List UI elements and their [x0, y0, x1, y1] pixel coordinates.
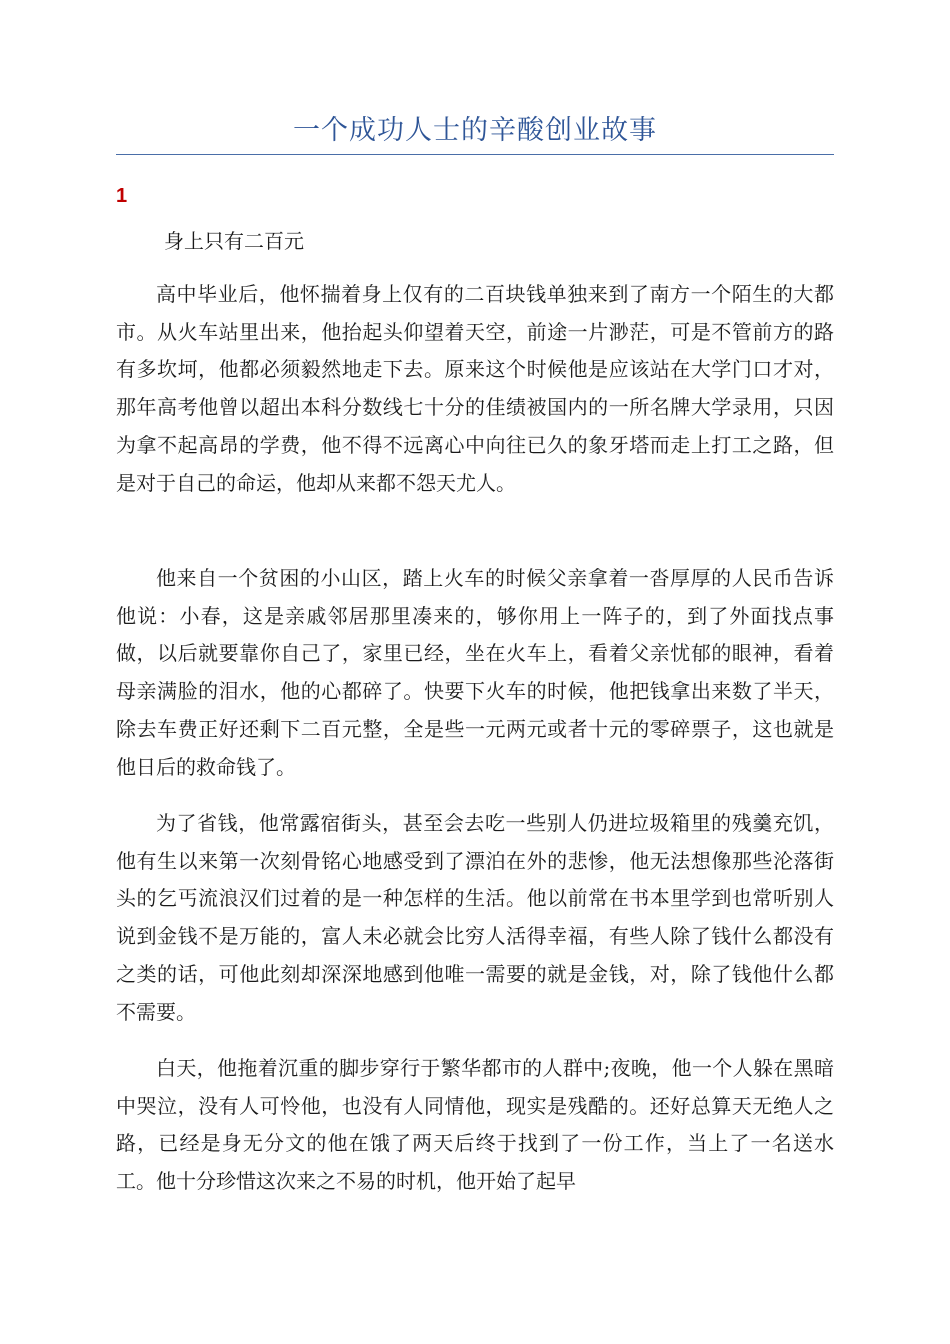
section-subheading: 身上只有二百元 — [164, 229, 304, 253]
body-paragraph: 为了省钱，他常露宿街头，甚至会去吃一些别人仍进垃圾箱里的残羹充饥，他有生以来第一次刻骨铭心地感受到了漂泊在外的悲惨，他无法想像那些沦落街头的乞丐流浪汉们过着的是一种怎样的生活。他以前常在书本里学到也常听别人说到金钱不是万能的，富人未必就会比穷人活得幸福，有些人除了钱什么都没有之类的话，可他此刻却深深地感到他唯一需要的就是金钱，对，除了钱他什么都不需要。 — [116, 811, 834, 1024]
body-paragraph: 他来自一个贫困的小山区，踏上火车的时候父亲拿着一沓厚厚的人民币告诉他说：小春，这是亲戚邻居那里凑来的，够你用上一阵子的，到了外面找点事做，以后就要靠你自己了，家里已经，坐在火车上，看着父亲忧郁的眼神，看着母亲满脸的泪水，他的心都碎了。快要下火车的时候，他把钱拿出来数了半天，除去车费正好还剩下二百元整，全是些一元两元或者十元的零碎票子，这也就是他日后的救命钱了。 — [116, 566, 834, 779]
body-paragraph: 高中毕业后，他怀揣着身上仅有的二百块钱单独来到了南方一个陌生的大都市。从火车站里出来，他抬起头仰望着天空，前途一片渺茫，可是不管前方的路有多坎坷，他都必须毅然地走下去。原来这个时候他是应该站在大学门口才对，那年高考他曾以超出本科分数线七十分的佳绩被国内的一所名牌大学录用，只因为拿不起高昂的学费，他不得不远离心中向往已久的象牙塔而走上打工之路，但是对于自己的命运，他却从来都不怨天尤人。 — [116, 282, 834, 495]
body-paragraph: 白天，他拖着沉重的脚步穿行于繁华都市的人群中;夜晚，他一个人躲在黑暗中哭泣，没有人可怜他，也没有人同情他，现实是残酷的。还好总算天无绝人之路，已经是身无分文的他在饿了两天后终于找到了一份工作，当上了一名送水工。他十分珍惜这次来之不易的时机，他开始了起早 — [116, 1056, 834, 1194]
title-underline — [116, 154, 834, 155]
document-title: 一个成功人士的辛酸创业故事 — [293, 115, 657, 146]
section-number: 1 — [116, 185, 128, 207]
